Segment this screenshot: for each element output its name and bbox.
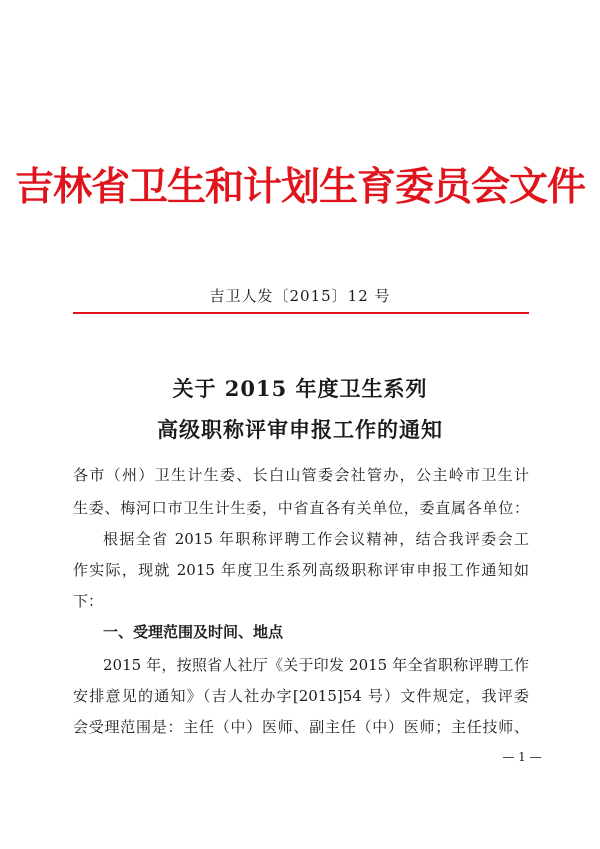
notice-title-line-2: 高级职称评审申报工作的通知 <box>157 417 443 442</box>
paragraph-2-line-3: 会受理范围是：主任（中）医师、副主任（中）医师；主任技师、 <box>73 718 529 736</box>
notice-title-line-1: 关于 2015 年度卫生系列 <box>172 376 428 401</box>
addressee-line-2: 生委、梅河口市卫生计生委，中省直各有关单位，委直属各单位： <box>73 499 529 517</box>
agency-header-title: 吉林省卫生和计划生育委员会文件 <box>14 164 585 210</box>
paragraph-1-line-2: 作实际，现就 2015 年度卫生系列高级职称评审申报工作通知如 <box>73 561 529 579</box>
paragraph-1-line-1: 根据全省 2015 年职称评聘工作会议精神，结合我评委会工 <box>103 530 529 548</box>
paragraph-2-line-2: 安排意见的通知》（吉人社办字[2015]54 号）文件规定，我评委 <box>73 687 529 705</box>
section-1-heading: 一、受理范围及时间、地点 <box>103 623 284 641</box>
red-divider-line <box>73 312 529 314</box>
page-number: — 1 — <box>502 750 542 764</box>
paragraph-1-line-3: 下： <box>73 592 104 610</box>
document-number: 吉卫人发〔2015〕12 号 <box>209 287 391 305</box>
addressee-line-1: 各市（州）卫生计生委、长白山管委会社管办，公主岭市卫生计 <box>73 466 529 484</box>
paragraph-2-line-1: 2015 年，按照省人社厅《关于印发 2015 年全省职称评聘工作 <box>103 656 529 674</box>
